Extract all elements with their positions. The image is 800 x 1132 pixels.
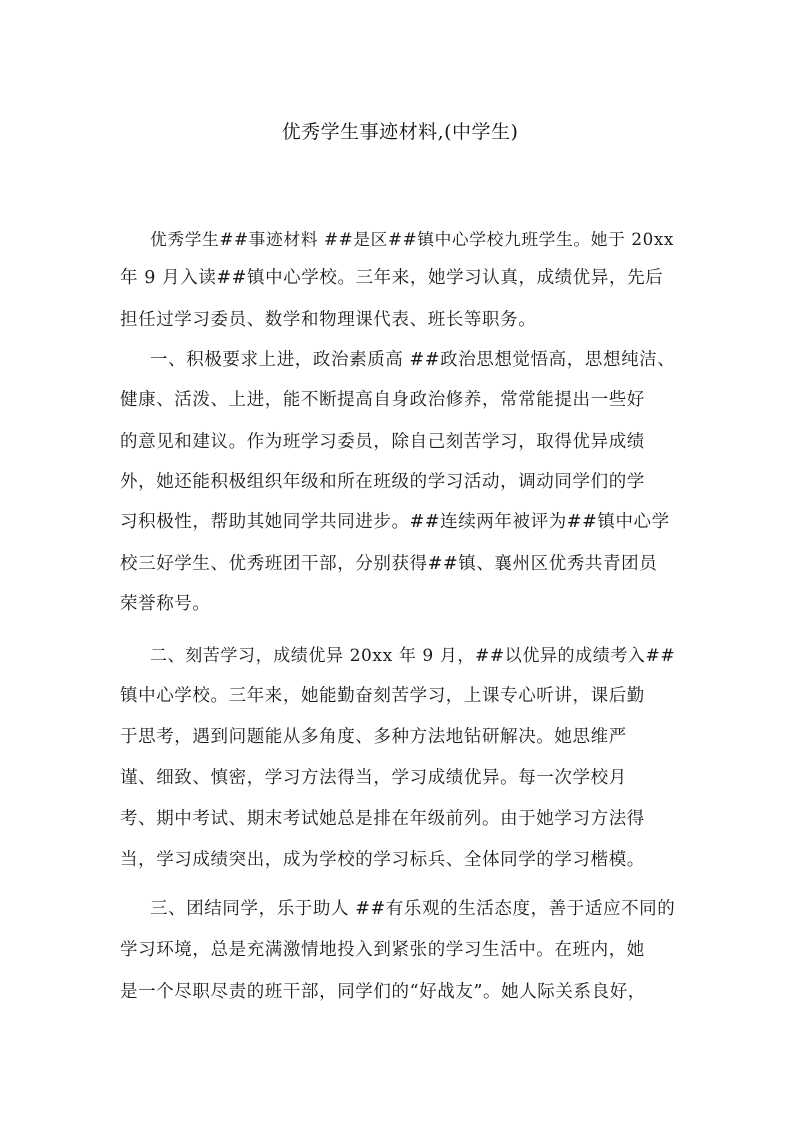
paragraph-line: 一、积极要求上进，政治素质高 ##政治思想觉悟高，思想纯洁、: [150, 350, 676, 370]
paragraph-line: 年 9 月入读##镇中心学校。三年来，她学习认真，成绩优异，先后: [120, 268, 664, 288]
paragraph-line: 是一个尽职尽责的班干部，同学们的“好战友”。她人际关系良好，: [120, 982, 646, 1002]
paragraph-line: 健康、活泼、上进，能不断提高自身政治修养，常常能提出一些好: [120, 390, 645, 410]
paragraph-line: 校三好学生、优秀班团干部，分别获得##镇、襄州区优秀共青团员: [120, 554, 658, 574]
paragraph-line: 谨、细致、慎密，学习方法得当，学习成绩优异。每一次学校月: [120, 768, 627, 788]
paragraph-line: 考、期中考试、期末考试她总是排在年级前列。由于她学习方法得: [120, 809, 645, 829]
paragraph-line: 习积极性，帮助其她同学共同进步。##连续两年被评为##镇中心学: [120, 512, 670, 532]
paragraph-line: 当，学习成绩突出，成为学校的学习标兵、全体同学的学习楷模。: [120, 850, 645, 870]
paragraph-line: 二、刻苦学习，成绩优异 20xx 年 9 月，##以优异的成绩考入##: [150, 646, 676, 666]
paragraph-line: 学习环境，总是充满激情地投入到紧张的学习生活中。在班内，她: [120, 940, 645, 960]
paragraph-line: 镇中心学校。三年来，她能勤奋刻苦学习，上课专心听讲，课后勤: [120, 686, 645, 706]
paragraph-line: 于思考，遇到问题能从多角度、多种方法地钻研解决。她思维严: [120, 727, 627, 747]
paragraph-line: 的意见和建议。作为班学习委员，除自己刻苦学习，取得优异成绩: [120, 432, 645, 452]
paragraph-line: 优秀学生##事迹材料 ##是区##镇中心学校九班学生。她于 20xx: [150, 229, 674, 249]
paragraph-line: 担任过学习委员、数学和物理课代表、班长等职务。: [120, 310, 537, 330]
paragraph-line: 荣誉称号。: [120, 594, 211, 614]
paragraph-line: 外，她还能积极组织年级和所在班级的学习活动，调动同学们的学: [120, 472, 645, 492]
paragraph-line: 三、团结同学，乐于助人 ##有乐观的生活态度，善于适应不同的: [150, 899, 676, 919]
document-title: 优秀学生事迹材料,(中学生): [281, 121, 519, 143]
